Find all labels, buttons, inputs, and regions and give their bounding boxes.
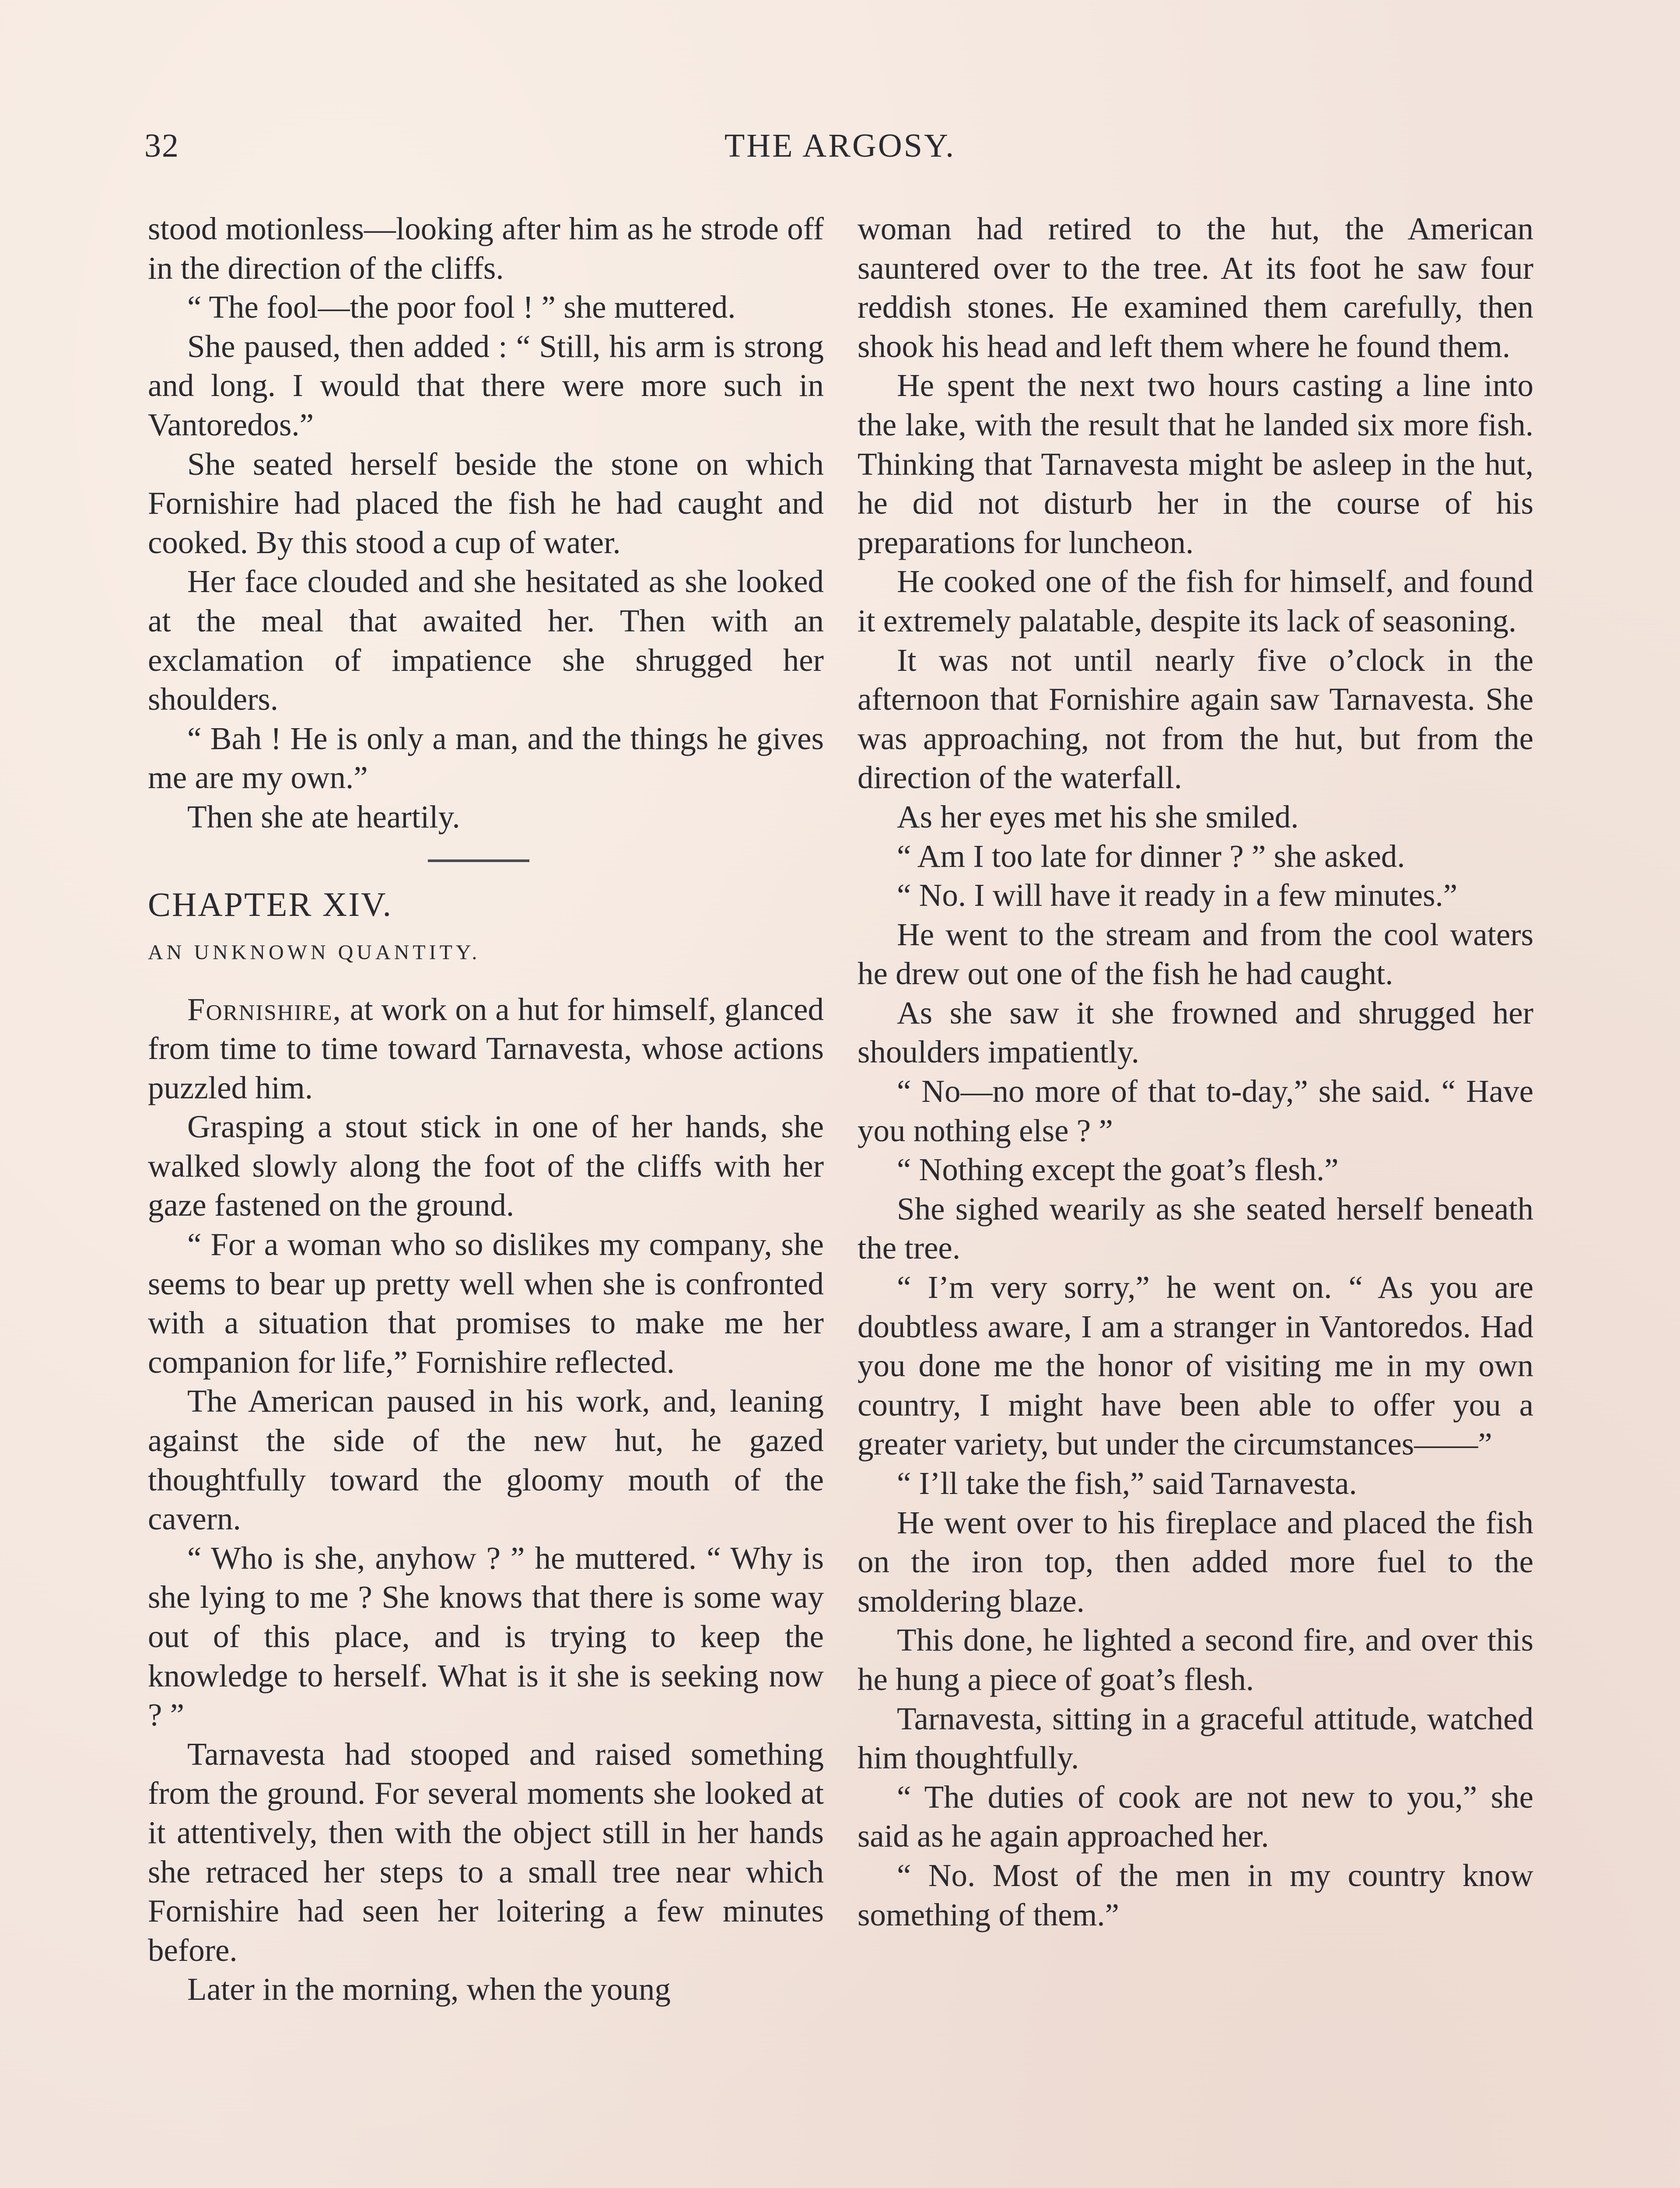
paragraph: He cooked one of the fish for himself, and found it extremely palatable, despite its lack of seasoning. (858, 564, 1533, 638)
paragraph: “ I’ll take the fish,” said Tarnavesta. (897, 1466, 1357, 1501)
paragraph: As her eyes met his she smiled. (897, 799, 1299, 835)
paragraph: She sighed wearily as she seated herself beneath the tree. (858, 1191, 1533, 1266)
chapter-title: CHAPTER XIV. (148, 885, 392, 923)
paragraph: It was not until nearly five o’clock in the afternoon that Fornishire again saw Tarnavesta. She was approaching, not from the hut, but from the direction of the waterfall. (858, 642, 1533, 796)
paragraph: She seated herself beside the stone on which Fornishire had placed the fish he had caught and cooked. By this stood a cup of water. (148, 446, 824, 560)
paragraph: “ No—no more of that to-day,” she said. “ Have you nothing else ? ” (858, 1073, 1533, 1148)
paragraph: He went to the stream and from the cool waters he drew out one of the fish he had caught. (858, 916, 1533, 992)
page-header (144, 127, 1536, 175)
paragraph: Her face clouded and she hesitated as she looked at the meal that awaited her. Then with an exclamation of impatience she shrugged her shoulders. (148, 564, 824, 717)
divider (428, 859, 529, 862)
paragraph: “ Nothing except the goat’s flesh.” (897, 1152, 1339, 1188)
page-number: 32 (144, 127, 179, 164)
paragraph: Grasping a stout stick in one of her hands, she walked slowly along the foot of the cliffs with her gaze fastened on the ground. (148, 1109, 824, 1223)
paragraph: “ No. I will have it ready in a few minutes.” (897, 877, 1458, 913)
paragraph: woman had retired to the hut, the American sauntered over to the tree. At its foot he saw four reddish stones. He examined them carefully, then shook his head and left them where he found them. (858, 211, 1533, 364)
paragraph: stood motionless—looking after him as he strode off in the direction of the cliffs. (148, 211, 824, 286)
paragraph: Tarnavesta, sitting in a graceful attitude, watched him thoughtfully. (858, 1701, 1533, 1776)
running-head: THE ARGOSY. (724, 127, 956, 164)
paragraph: “ I’m very sorry,” he went on. “ As you are doubtless aware, I am a stranger in Vantoredos. Had you done me the honor of visiting me in my own country, I might have been able to offer you a greater variety, but under the circumstances——” (858, 1269, 1533, 1462)
chapter-opening-paragraph (148, 990, 824, 1108)
chapter-first-word: Fornishire, (187, 991, 342, 1027)
right-column (858, 209, 1533, 1934)
paragraph: “ The duties of cook are not new to you,” she said as he again approached her. (858, 1779, 1533, 1854)
chapter-subtitle: AN UNKNOWN QUANTITY. (148, 940, 481, 964)
paragraph: Tarnavesta had stooped and raised something from the ground. For several moments she looked at it attentively, then with the object still in her hands she retraced her steps to a small tree near which Fornishire had seen her loitering a few minutes before. (148, 1736, 824, 1968)
paragraph: “ Who is she, anyhow ? ” he muttered. “ Why is she lying to me ? She knows that there is some way out of this place, and is trying to keep the knowledge to herself. What is it she is seeking now ? ” (148, 1540, 824, 1733)
paragraph: “ The fool—the poor fool ! ” she muttered. (187, 289, 736, 325)
paragraph: This done, he lighted a second fire, and over this he hung a piece of goat’s flesh. (858, 1622, 1533, 1697)
paragraph: He went over to his fireplace and placed the fish on the iron top, then added more fuel to the smoldering blaze. (858, 1504, 1533, 1619)
paragraph: Later in the morning, when the young (187, 1971, 671, 2007)
paragraph: “ Am I too late for dinner ? ” she asked. (897, 838, 1405, 874)
paragraph: As she saw it she frowned and shrugged her shoulders impatiently. (858, 995, 1533, 1070)
paragraph: Then she ate heartily. (187, 799, 460, 835)
paragraph: “ Bah ! He is only a man, and the things he gives me are my own.” (148, 720, 824, 796)
paragraph: The American paused in his work, and, leaning against the side of the new hut, he gazed thoughtfully toward the gloomy mouth of the cavern. (148, 1383, 824, 1537)
paragraph: He spent the next two hours casting a line into the lake, with the result that he landed six more fish. Thinking that Tarnavesta might be asleep in the hut, he did not disturb her in the course of his preparations for luncheon. (858, 368, 1533, 560)
paragraph: She paused, then added : “ Still, his arm is strong and long. I would that there were more such in Vantoredos.” (148, 328, 824, 442)
left-column (148, 209, 824, 2009)
paragraph: “ No. Most of the men in my country know something of them.” (858, 1857, 1533, 1932)
chapter-opening-text: at work on a hut for himself, glanced from time to time toward Tarnavesta, whose actions puzzled him. (148, 991, 824, 1105)
section-rule (148, 837, 824, 880)
paragraph: “ For a woman who so dislikes my company, she seems to bear up pretty well when she is confronted with a situation that promises to make me her companion for life,” Fornishire reflected. (148, 1227, 824, 1380)
